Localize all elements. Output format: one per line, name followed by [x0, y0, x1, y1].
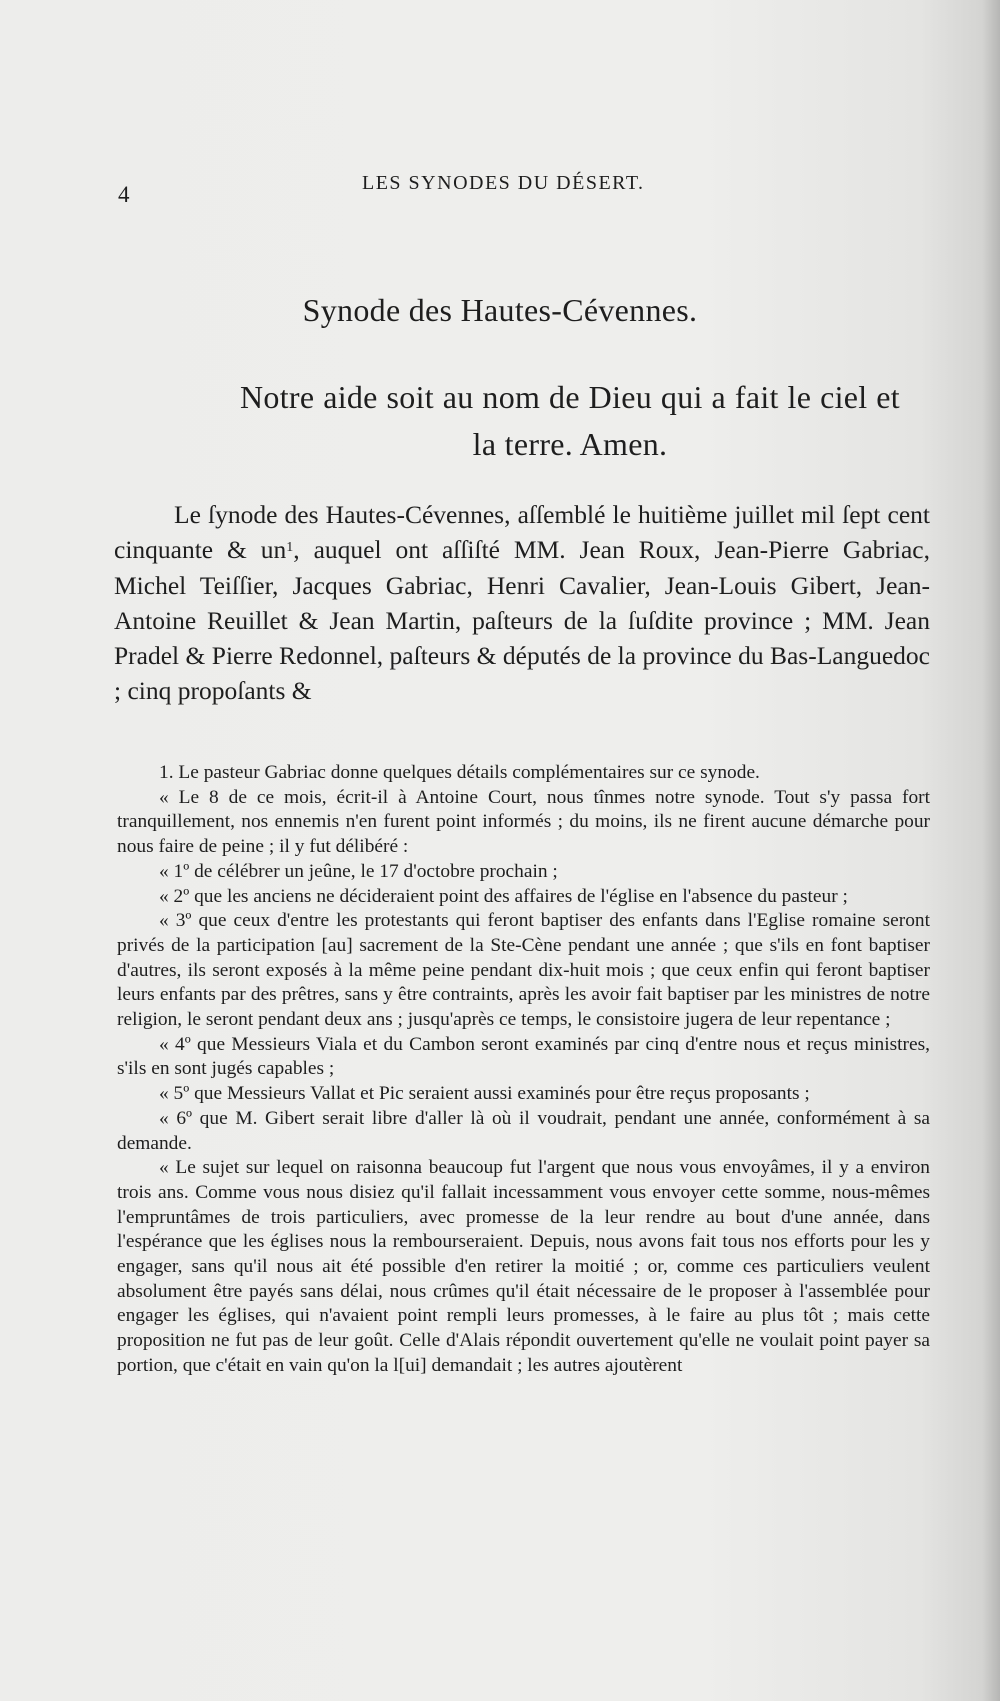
- footnote-paragraph: « Le 8 de ce mois, écrit-il à Antoine Court, nous tînmes notre synode. Tout s'y passa fort tranquillement, nos ennemis n'en furent point informés ; du moins, ils ne firent aucune démarche pour nous faire de peine ; il y fut délibéré :: [117, 786, 930, 858]
- invocation: Notre aide soit au nom de Dieu qui a fait le ciel et la terre. Amen.: [240, 379, 900, 462]
- running-title: LES SYNODES DU DÉSERT.: [362, 172, 645, 194]
- footnote-reference: 1: [286, 540, 294, 556]
- main-paragraph: [114, 497, 930, 709]
- page-edge-shadow: [982, 0, 1000, 1701]
- main-text: [114, 497, 930, 709]
- footnote-paragraph: « 4º que Messieurs Viala et du Cambon seront examinés par cinq d'entre nous et reçus ministres, s'ils en sont jugés capables ;: [117, 1033, 930, 1080]
- footnote-paragraph: « 2º que les anciens ne décideraient point des affaires de l'église en l'absence du pasteur ;: [159, 885, 848, 907]
- section-title: Synode des Hautes-Cévennes.: [302, 292, 698, 328]
- footnote-paragraph: « 3º que ceux d'entre les protestants qui feront baptiser des enfants dans l'Eglise romaine seront privés de la participation [au] sacrement de la Ste-Cène pendant une année ; que s'ils en font baptiser d'autres, ils seront exposés à la même peine pendant dix-huit mois ; que ceux enfin qui feront baptiser leurs enfants par des prêtres, sans y être contraints, après les avoir fait baptiser par les ministres de notre religion, le seront pendant deux ans ; jusqu'après ce temps, le consistoire jugera de leur repentance ;: [117, 910, 930, 1031]
- page-number: 4: [118, 182, 130, 207]
- main-text-part-2: , auquel ont aſſiſté MM. Jean Roux, Jean-Pierre Gabriac, Michel Teiſſier, Jacques Gabriac, Henri Cavalier, Jean-Louis Gibert, Jean-Antoine Reuillet & Jean Martin, paſteurs de la ſuſdite province ; MM. Jean Pradel & Pierre Redonnel, paſteurs & députés de la province du Bas-Languedoc ; cinq propoſants &: [114, 535, 930, 706]
- footnote-paragraph: « 5º que Messieurs Vallat et Pic seraient aussi examinés pour être reçus proposants ;: [159, 1083, 810, 1105]
- footnote-paragraph: « Le sujet sur lequel on raisonna beaucoup fut l'argent que nous vous envoyâmes, il y a environ trois ans. Comme vous nous disiez qu'il fallait incessamment vous envoyer cette somme, nous-mêmes l'empruntâmes de trois particuliers, avec promesse de la leur rendre au bout d'une année, dans l'espérance que les églises nous la rembourseraient. Depuis, nous avons fait tous nos efforts pour les y engager, sans qu'il nous ait été possible d'en retirer la moitié ; or, comme ces particuliers veulent absolument être payés sans délai, nous crûmes qu'il était nécessaire de le proposer à l'assemblée pour engager les églises, qui n'avaient point rempli leurs promesses, à le faire au plus tôt ; mais cette proposition ne fut pas de leur goût. Celle d'Alais répondit ouvertement qu'elle ne voulait point payer sa portion, que c'était en vain qu'on la l[ui] demandait ; les autres ajoutèrent: [117, 1157, 930, 1376]
- footnote-paragraph: « 1º de célébrer un jeûne, le 17 d'octobre prochain ;: [159, 860, 558, 882]
- footnotes: [117, 761, 930, 1379]
- footnote-paragraph: 1. Le pasteur Gabriac donne quelques détails complémentaires sur ce synode.: [159, 762, 760, 783]
- footnote-paragraph: « 6º que M. Gibert serait libre d'aller là où il voudrait, pendant une année, conformément à sa demande.: [117, 1107, 930, 1154]
- main-text-part-1: Le ſynode des Hautes-Cévennes, aſſemblé le huitième juillet mil ſept cent cinquante & un: [114, 500, 930, 565]
